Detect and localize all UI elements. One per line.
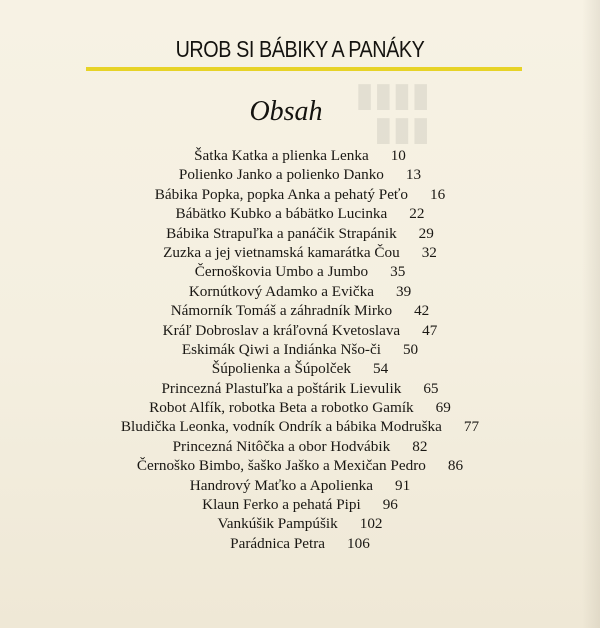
toc-entry [0, 146, 600, 165]
toc-entry-page-number: 102 [359, 515, 383, 533]
toc-entry-title: Černoško Bimbo, šaško Jaško a Mexičan Pedro [136, 457, 426, 475]
toc-entry [0, 456, 600, 475]
toc-entry [0, 417, 600, 436]
toc-entry-page-number: 35 [390, 263, 406, 281]
toc-entry-page-number: 86 [447, 457, 464, 475]
toc-entry-page-number: 32 [421, 243, 437, 261]
toc-entry [0, 476, 600, 495]
toc-entry-page-number: 42 [414, 302, 430, 320]
toc-entry [0, 437, 600, 456]
toc-entry-title: Polienko Janko a polienko Danko [178, 166, 384, 184]
toc-entry-page-number: 54 [373, 360, 389, 378]
toc-entry [0, 301, 600, 320]
toc-entry-page-number: 69 [435, 399, 451, 417]
toc-entry-page-number: 96 [382, 496, 398, 514]
toc-entry-title: Princezná Plastuľka a poštárik Lievulik [161, 379, 402, 397]
toc-entry-title: Robot Alfík, robotka Beta a robotko Gamík [149, 399, 414, 417]
toc-entry-page-number: 22 [409, 205, 425, 223]
toc-entry [0, 282, 600, 301]
toc-entry-title: Černoškovia Umbo a Jumbo [194, 263, 369, 281]
toc-entry-page-number: 82 [412, 437, 428, 455]
toc-entry-page-number: 65 [423, 379, 439, 397]
toc-entry [0, 185, 600, 204]
toc-entry-page-number: 29 [418, 224, 434, 242]
toc-entry [0, 204, 600, 223]
toc-entry-title: Kráľ Dobroslav a kráľovná Kvetoslava [162, 321, 401, 339]
toc-entry [0, 262, 600, 281]
toc-entry-title: Šatka Katka a plienka Lenka [194, 147, 369, 164]
toc-entry [0, 379, 600, 398]
toc-entry-title: Šúpolienka a Šúpolček [211, 360, 351, 378]
book-title: UROB SI BÁBIKY A PANÁKY [175, 36, 425, 62]
toc-entry [0, 165, 600, 184]
toc-entry [0, 224, 600, 243]
show-through-text: ▮▮▮▮ ▮▮▮ [355, 76, 430, 148]
toc-entry-title: Námorník Tomáš a záhradník Mirko [170, 302, 393, 320]
toc-entry-page-number: 13 [405, 166, 422, 184]
toc-entry-page-number: 106 [347, 534, 370, 552]
toc-entry-title: Bábätko Kubko a bábätko Lucinka [175, 205, 388, 223]
title-underline [86, 67, 522, 71]
toc-entry-page-number: 91 [395, 476, 411, 494]
toc-entry-page-number: 50 [402, 340, 419, 358]
toc-entry [0, 321, 600, 340]
toc-entry-title: Bludička Leonka, vodník Ondrík a bábika Modruška [120, 418, 442, 436]
toc-entry [0, 534, 600, 553]
toc-entry-page-number: 77 [463, 418, 480, 436]
toc-entry-title: Princezná Nitôčka a obor Hodvábik [172, 437, 391, 455]
toc-entry [0, 340, 600, 359]
table-of-contents [0, 146, 600, 553]
toc-entry [0, 243, 600, 262]
toc-entry-title: Bábika Strapuľka a panáčik Strapánik [166, 224, 397, 242]
toc-entry-title: Eskimák Qiwi a Indiánka Nšo-či [181, 340, 381, 358]
toc-entry [0, 514, 600, 533]
toc-entry [0, 495, 600, 514]
toc-entry-title: Bábika Popka, popka Anka a pehatý Peťo [154, 185, 409, 203]
toc-entry-title: Vankúšik Pampúšik [217, 515, 338, 533]
toc-entry-title: Handrový Maťko a Apolienka [189, 476, 374, 494]
toc-entry-page-number: 16 [430, 185, 446, 203]
toc-entry-page-number: 39 [395, 282, 412, 300]
toc-entry [0, 398, 600, 417]
toc-entry-title: Klaun Ferko a pehatá Pipi [202, 496, 361, 514]
toc-entry-title: Kornútkový Adamko a Evička [188, 282, 374, 300]
contents-heading: Obsah [249, 96, 323, 127]
toc-entry-title: Zuzka a jej vietnamská kamarátka Čou [163, 243, 400, 261]
toc-entry-page-number: 10 [390, 147, 406, 164]
toc-entry [0, 359, 600, 378]
toc-entry-title: Parádnica Petra [230, 534, 326, 552]
toc-entry-page-number: 47 [422, 321, 438, 339]
